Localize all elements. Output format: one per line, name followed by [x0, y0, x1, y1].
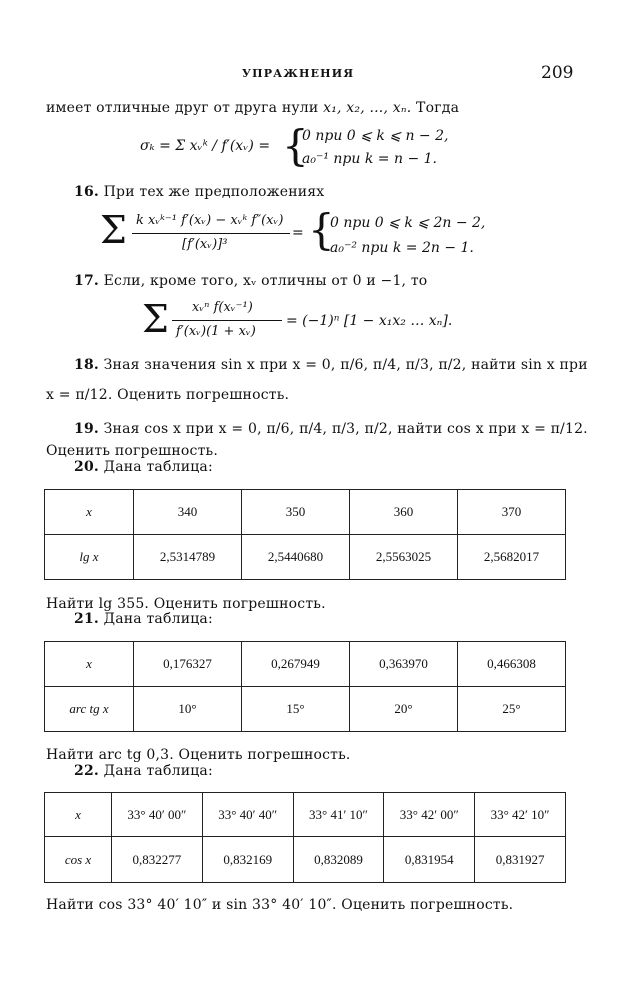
table-cell: 0,466308	[458, 642, 566, 687]
exercise-22-heading	[74, 763, 213, 779]
left-brace: {	[308, 205, 335, 254]
fraction-bar	[132, 233, 290, 234]
table-cell: 33° 41′ 10″	[293, 793, 384, 837]
table-cell: 2,5314789	[134, 535, 242, 580]
exercise-text: Зная cos x при x = 0, π/6, π/4, π/3, π/2, найти cos x при x = π/12.	[103, 421, 588, 437]
exercise-21-task: Найти arc tg 0,3. Оценить погрешность.	[46, 747, 351, 763]
exercise-number: 20.	[74, 459, 99, 475]
table-cell: x	[45, 490, 134, 535]
table-cell: 33° 40′ 40″	[202, 793, 293, 837]
exercise-19-heading	[74, 421, 588, 437]
exercise-text: Зная значения sin x при x = 0, π/6, π/4, π/3, π/2, найти sin x при	[103, 357, 588, 373]
ex16-numerator: k xᵥᵏ⁻¹ f′(xᵥ) − xᵥᵏ f″(xᵥ)	[136, 213, 284, 228]
page-number: 209	[541, 63, 574, 83]
table-cell: 0,832277	[112, 837, 203, 883]
sum-symbol: Σ	[100, 208, 127, 252]
table-cell: 0,267949	[242, 642, 350, 687]
table-cell: 33° 42′ 00″	[384, 793, 475, 837]
table-row	[45, 642, 566, 687]
exercise-text: Дана таблица:	[103, 763, 213, 779]
exercise-text: Дана таблица:	[103, 459, 213, 475]
intro-vars: x₁, x₂, ..., xₙ.	[323, 100, 412, 116]
exercise-number: 17.	[74, 273, 99, 289]
exercise-21-heading	[74, 611, 213, 627]
table-row	[45, 490, 566, 535]
exercise-16-heading	[74, 184, 324, 200]
table-cell: 25°	[458, 687, 566, 732]
equals-sign: =	[292, 225, 304, 241]
exercise-22-task: Найти cos 33° 40′ 10″ и sin 33° 40′ 10″. Оценить погрешность.	[46, 897, 514, 913]
table-cell: x	[45, 793, 112, 837]
ex17-denominator: f′(xᵥ)(1 + xᵥ)	[176, 324, 256, 339]
table-cell: 10°	[134, 687, 242, 732]
table-cell: 0,832169	[202, 837, 293, 883]
table-cell: 340	[134, 490, 242, 535]
table-cell: cos x	[45, 837, 112, 883]
table-cell: 15°	[242, 687, 350, 732]
exercise-18-heading	[74, 357, 588, 373]
ex17-rhs: = (−1)ⁿ [1 − x₁x₂ … xₙ].	[286, 313, 453, 329]
table-row	[45, 687, 566, 732]
exercise-number: 19.	[74, 421, 99, 437]
sum-symbol: Σ	[142, 297, 169, 341]
ex16-case-2: a₀⁻² при k = 2n − 1.	[330, 240, 474, 256]
sigma-case-1: 0 при 0 ⩽ k ⩽ n − 2,	[302, 128, 449, 144]
exercise-text: Дана таблица:	[103, 611, 213, 627]
fraction-bar	[172, 320, 282, 321]
table-cell: 33° 42′ 10″	[475, 793, 566, 837]
table-cell: 370	[458, 490, 566, 535]
exercise-18-line2: x = π/12. Оценить погрешность.	[46, 387, 290, 403]
running-header: УПРАЖНЕНИЯ	[242, 67, 355, 80]
table-row	[45, 837, 566, 883]
ex16-denominator: [f′(xᵥ)]³	[182, 237, 228, 252]
table-cell: 0,832089	[293, 837, 384, 883]
ex16-case-1: 0 при 0 ⩽ k ⩽ 2n − 2,	[330, 215, 486, 231]
table-cell: 0,831954	[384, 837, 475, 883]
table-cell: lg x	[45, 535, 134, 580]
table-cell: 0,831927	[475, 837, 566, 883]
table-cell: 0,176327	[134, 642, 242, 687]
sigma-formula-lhs: σₖ = Σ xᵥᵏ / f′(xᵥ) =	[140, 138, 271, 154]
table-row	[45, 793, 566, 837]
table-cell: 350	[242, 490, 350, 535]
table-ex20	[44, 489, 566, 580]
ex17-numerator: xᵥⁿ f(xᵥ⁻¹)	[192, 300, 253, 315]
table-cell: 2,5682017	[458, 535, 566, 580]
table-cell: x	[45, 642, 134, 687]
exercise-20-heading	[74, 459, 213, 475]
exercise-text: Если, кроме того, xᵥ отличны от 0 и −1, то	[103, 273, 428, 289]
exercise-number: 21.	[74, 611, 99, 627]
table-cell: 0,363970	[350, 642, 458, 687]
exercise-number: 16.	[74, 184, 99, 200]
table-cell: arc tg x	[45, 687, 134, 732]
table-cell: 33° 40′ 00″	[112, 793, 203, 837]
exercise-number: 18.	[74, 357, 99, 373]
sigma-case-2: a₀⁻¹ при k = n − 1.	[302, 151, 437, 167]
exercise-number: 22.	[74, 763, 99, 779]
exercise-20-task: Найти lg 355. Оценить погрешность.	[46, 596, 326, 612]
exercise-17-heading	[74, 273, 427, 289]
intro-text: имеет отличные друг от друга нули	[46, 100, 319, 116]
table-cell: 20°	[350, 687, 458, 732]
table-cell: 2,5563025	[350, 535, 458, 580]
table-row	[45, 535, 566, 580]
table-cell: 2,5440680	[242, 535, 350, 580]
table-cell: 360	[350, 490, 458, 535]
table-ex21	[44, 641, 566, 732]
intro-line	[46, 100, 459, 116]
left-brace: {	[282, 121, 309, 170]
exercise-19-line2: Оценить погрешность.	[46, 443, 219, 459]
intro-then: Тогда	[416, 100, 460, 116]
table-ex22	[44, 792, 566, 883]
exercise-text: При тех же предположениях	[103, 184, 325, 200]
